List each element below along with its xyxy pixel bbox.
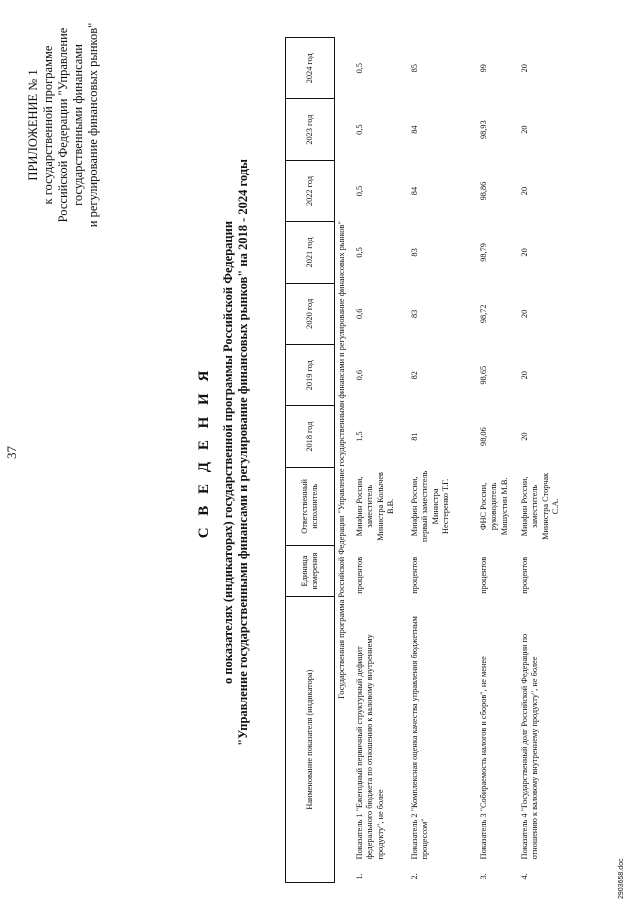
appendix-line: Российской Федерации "Управление [56,27,70,223]
indicator-unit: процентов [478,556,488,594]
indicator-value: 81 [409,432,419,441]
indicator-name: Показатель 3 "Собираемость налогов и сборов", не менее [478,656,488,860]
indicator-value: 0,6 [354,370,364,381]
indicator-unit: процентов [409,556,419,594]
table-row [405,38,474,883]
indicator-value: 98,93 [478,120,488,139]
document-title: С В Е Д Е Н И Я [196,366,212,539]
indicators-table [285,37,568,883]
header-year: 2022 год [286,160,335,221]
indicator-value: 84 [409,125,419,134]
page-number: 37 [4,446,19,459]
indicator-value: 20 [519,125,529,134]
appendix-line: и регулирование финансовых рынков" [86,22,100,228]
program-row [335,38,350,883]
appendix-line: государственными финансами [71,44,85,206]
header-responsible: Ответственный исполнитель [286,467,335,545]
indicator-value: 20 [519,432,529,441]
indicator-value: 20 [519,248,529,257]
header-year: 2020 год [286,283,335,344]
table-header-row [286,38,335,883]
indicator-responsible: Минфин России, заместитель Министра Колычев В.В. [354,472,395,541]
header-indicator-name: Наименование показателя (индикатора) [286,597,335,883]
header-year: 2024 год [286,38,335,99]
indicator-responsible: Минфин России, заместитель Министра Сторчак С.А. [519,472,560,540]
program-title: Государственная программа Российской Федерации "Управление государственными финансами и регулирование финансовых рынков" [337,221,346,699]
indicator-value: 20 [519,309,529,318]
row-number: 2. [409,873,419,880]
title-block [196,0,251,905]
indicator-value: 82 [409,371,419,380]
indicator-value: 98,06 [478,427,488,446]
header-year: 2019 год [286,345,335,406]
indicator-value: 1,5 [354,431,364,442]
appendix-line: ПРИЛОЖЕНИЕ № 1 [26,69,40,181]
indicator-value: 20 [519,64,529,73]
file-name-footer: 2903658.doc [618,858,625,899]
indicator-value: 98,79 [478,243,488,262]
indicator-value: 98,86 [478,181,488,201]
indicator-value: 0,5 [354,63,364,74]
header-unit: Единица измерения [286,545,335,596]
indicator-value: 98,65 [478,365,488,385]
indicator-value: 98,72 [478,304,488,324]
indicator-value: 83 [409,248,419,257]
header-year: 2023 год [286,99,335,160]
row-number: 1. [354,873,364,880]
document-subtitle: "Управление государственными финансами и регулирование финансовых рынков" на 2018 - 2024 годы [236,159,250,746]
row-number: 3. [478,873,488,880]
indicator-value: 85 [409,64,419,73]
indicator-unit: процентов [354,556,364,594]
indicator-unit: процентов [519,556,529,594]
indicator-value: 0,6 [354,308,364,320]
indicator-name: Показатель 2 "Комплексная оценка качества управления бюджетным процессом" [409,616,429,860]
indicator-value: 0,5 [354,124,364,135]
indicator-value: 84 [409,186,419,196]
indicator-value: 20 [519,186,529,196]
indicator-responsible: Минфин России, первый заместитель Министра Нестеренко Т.Г. [409,470,450,543]
document-subtitle: о показателях (индикаторах) государственной программы Российской Федерации [221,220,235,685]
table-row [515,38,568,883]
row-number: 4. [519,873,529,880]
appendix-header [26,5,101,245]
indicator-name: Показатель 1 "Ежегодный первичный структурный дефицит федерального бюджета по отношению к валовому внутреннему продукту", не более [354,634,385,860]
indicator-value: 83 [409,309,419,318]
table-row [474,38,515,883]
header-year: 2018 год [286,406,335,467]
indicator-value: 99 [478,64,488,73]
indicator-value: 0,5 [354,247,364,258]
indicator-responsible: ФНС России, руководитель Мишустин М.В. [478,477,509,536]
indicator-value: 20 [519,371,529,380]
indicator-value: 0,5 [354,185,364,197]
header-year: 2021 год [286,222,335,283]
indicator-name: Показатель 4 "Государственный долг Российской Федерации по отношению к валовому внутреннему продукту", не более [519,633,539,860]
appendix-line: к государственной программе [41,45,55,205]
table-row [350,38,405,883]
